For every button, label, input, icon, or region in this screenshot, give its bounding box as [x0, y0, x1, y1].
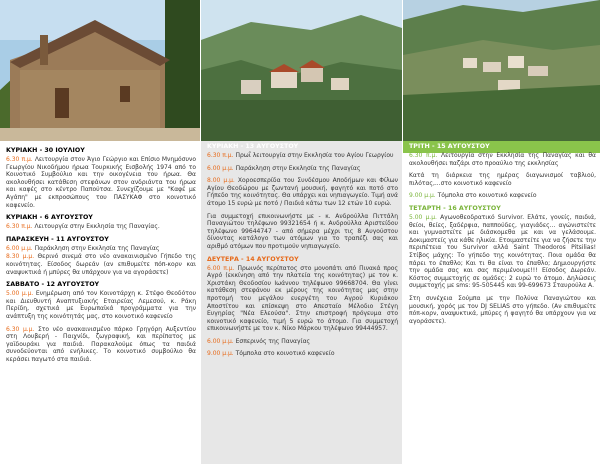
event-text: Αγωνοθεοδρατικό Survivor. Ελάτε, γονείς, παιδιά, θείοι, θείες, ξαδέρφια, παππούδες, γιαγιάδες... αγώνιστείτε και γυμναστείτε με διάσκομεθα με και να γελάσουμε. Δοκιμαστείς για κάθε ηλικία. Ετοιμαστείτε για να ζήσετε την περιπέτεια του Survivor αλλά Saint Theodoros Pitsilias! Στίβος μάχης: Το γήπεδο της κοινότητας. Ποια ομάδα θα πάρει το έπαθλο; Και τι θα είναι το έπαθλο; Δημιουργήστε την ομάδα σας και σας περιμένουμε!!! Είσοδος Δωρεάν. Κόστος συμμετοχής σε ομάδες: 2 ευρώ το άτομο. Δηλώσεις συμμετοχής με sms: 95-505445 και 99-699673 Σταυρούλα Α. [409, 213, 596, 290]
day-heading: ΤΡΙΤΗ - 15 ΑΥΓΟΥΣΤΟΥ [409, 143, 490, 150]
event-time: 6.00 π.μ. [207, 264, 235, 272]
event-item [207, 165, 398, 173]
event-text: Λειτουργία στην Εκκλησία της Παναγίας. [34, 223, 160, 231]
event-item [207, 152, 398, 160]
event-text: Τόμπολα στο κοινοτικό καφενείο [437, 192, 537, 200]
event-text: Τόμπολα στο κοινοτικό καφενείο [235, 350, 335, 358]
event-time: 6.00 μ.μ. [207, 337, 234, 345]
event-text: Θερινό σινεμά στο νέο ανακαινισμένο Γήπεδο της κοινότητας. Είσοδος δωρεάν (αν επιθυμείτε πόπ-κορν και αναψυκτικά ή μπύρες θα υπάρχουν για να αγοράσετε) [6, 253, 196, 276]
day-heading: ΤΕΤΑΡΤΗ - 16 ΑΥΓΟΥΣΤΟΥ [409, 204, 501, 212]
event-item [6, 326, 196, 364]
middle-column [201, 141, 402, 464]
event-text: Ενημέρωση από τον Κοινοτάρχη κ. Στέφο Θεοδότου και Διευθυντή Αναπτυξιακής Εταιρείας Λεμεσού, κ. Ράκη Περίδη, σχετικά με Ευρωπαϊκά προγράμματα για την ανάπτυξη της κοινότητάς μας, στο κοινοτικό καφενείο [6, 290, 196, 320]
event-time: 5.00 μ.μ. [409, 213, 437, 221]
event-time: 8.00 μ.μ. [207, 177, 235, 185]
event-item [207, 338, 398, 346]
event-item [207, 350, 398, 358]
right-column [403, 141, 600, 464]
event-item [6, 223, 196, 231]
event-item [6, 156, 196, 209]
event-text: Παράκληση στην Εκκλησία της Παναγίας [34, 244, 160, 252]
event-text: Εσπερινός της Παναγίας [235, 337, 311, 345]
event-time: 5.00 μ.μ. [6, 290, 34, 298]
event-text: Λειτουργία στην Εκκλησία της Παναγίας και θα ακολουθήσει παζάρι στο προαύλιο της εκκλησίας [409, 152, 596, 167]
day-heading: ΚΥΡΙΑΚΗ - 13 ΑΥΓΟΥΣΤΟΥ [207, 143, 299, 150]
day-heading: ΚΥΡΙΑΚΗ - 6 ΑΥΓΟΥΣΤΟΥ [6, 214, 93, 222]
event-item [6, 253, 196, 276]
event-text: Λειτουργία στον Άγιο Γεώργιο και Επίσιο Μνημόσυνο Γεωργίου Νικοδήμου ήρωα Τουρκικής Εισβολής 1974 από το Κοινοτικό Συμβούλιο και την οικογένεια του ήρωα. Θα ακολουθήσει κατάθεση στεφάνων στον ανδριάντα του ήρωα και καφές στο κέντρο Παπούτσα. Συνεχίζουμε με "Καφέ με Αγάπη" με εκπροσώπους του ΠΑΣΥΚΑΦ στο κοινοτικό καφενείο. [6, 156, 196, 209]
event-text: Χοροεσπερίδα του Συνδέσμου Αποδήμων και Φίλων Αγίου Θεοδώρου με ζωντανή μουσική, φαγητό και ποτό στο Γήπεδο της κοινότητας. Θα υπάρχει και νηπιαγωγείο. Τιμή ανά άτομο 15 ευρώ με ποτό / Παιδιά κάτω των 12 ετών 10 ευρώ. [207, 177, 398, 207]
day-heading: ΣΑΒΒΑΤΟ - 12 ΑΥΓΟΥΣΤΟΥ [6, 281, 100, 289]
event-item [207, 265, 398, 333]
event-item [6, 245, 196, 253]
hillside-village-photo [403, 0, 600, 141]
event-item [6, 290, 196, 320]
mountain-village-photo [201, 0, 402, 141]
event-note: Κατά τη διάρκεια της ημέρας διαγωνισμοί ταβλιού, πιλότας,...στο κοινοτικό καφενείο [409, 172, 596, 187]
event-time: 6.30 π.μ. [6, 223, 33, 231]
event-text: Παράκληση στην Εκκλησία της Παναγίας [235, 164, 361, 172]
event-time: 6.00 μ.μ. [6, 244, 33, 252]
day-heading: ΚΥΡΙΑΚΗ - 30 ΙΟΥΛΙΟΥ [6, 147, 85, 154]
event-time: 9.00 μ.μ. [207, 350, 234, 358]
event-text: Πρωινός περίπατος στο μονοπάτι από Πινακά προς Αγρό (εκκίνηση από την πλατεία της κοινότητας) με τον κ. Χριστάκη Θεοδοσίου Ιωάννου τηλέφωνο 99668704. Θα γίνει κατάθεση στεφάνου εκ μέρους της κοινότητας μας στην προτομή του μεγάλου ευεργέτη του Αγρού Κυριάκου Αποστίτου και επίσκεψη στο Απεσταίο Μέλοδιο Στέγη Ευγηρίας "Νέα Ελεούσα". Στην επιστροφή πρόγευμα στο κοινοτικό καφενείο, τιμή 5 ευρώ το άτομο. Για συμμετοχή επικοινωνήστε με τον κ. Νίκο Μάρκου τηλέφωνο 99444957. [207, 264, 398, 333]
event-time: 6.30 π.μ. [207, 152, 234, 159]
event-time: 6.30 μ.μ. [6, 325, 35, 333]
event-time: 8.30 μ.μ. [6, 253, 35, 261]
day-heading: ΠΑΡΑΣΚΕΥΗ - 11 ΑΥΓΟΥΣΤΟΥ [6, 235, 109, 243]
event-note: Στη συνέχεια Σούμπα με την Πολύνα Παναγιώτου και μουσική, χορός με τον DJ SELIAS στο γήπεδο. (Αν επιθυμείτε πόπ-κορν, αναψυκτικά, μπύρες ή φαγητό θα υπάρχουν για να αγοράσετε). [409, 294, 596, 325]
day-heading: ΔΕΥΤΕΡΑ - 14 ΑΥΓΟΥΣΤΟΥ [207, 255, 299, 263]
event-item [409, 152, 596, 167]
left-column [0, 141, 200, 464]
stone-church-photo [0, 0, 200, 141]
event-time: 6.30 π.μ. [6, 156, 33, 163]
event-item [409, 214, 596, 290]
event-text: Πρωΐ λειτουργία στην Εκκλησία του Αγίου Γεωργίου [235, 152, 394, 159]
event-time: 6.30 π.μ. [409, 152, 438, 159]
event-text: Στο νέο ανακαινισμένο πάρκο Γρηγόρη Αυξεντίου στη Λουβερή - Παιχνίδι, ζωγραφική, και περίπατος με γαϊδουράκι για παιδιά. Παρακαλούμε όπως τα παιδιά συνοδεύονται από ενήλικες. Το κοινοτικό συμβούλιο θα κεράσει παγωτό στα παιδιά. [6, 325, 196, 363]
event-time: 6.00 μ.μ. [207, 164, 234, 172]
event-item [207, 177, 398, 207]
event-item [409, 192, 596, 200]
event-time: 9.00 μ.μ. [409, 192, 436, 200]
contact-info: Για συμμετοχή επικοινωνήστε με - κ. Ανδρούλλα Πιττάλη Παναγιώτου τηλέφωνο 99321654 ή κ. Ανδρούλλα Αριστείδου τηλέφωνο 99644747 - από σήμερα μέχρι τις 8 Αυγούστου δίνοντας κατάλογο των ατόμων για το τραπέζι σας και αριθμό ατόμων που προτιμούν νηπιαγωγείο. [207, 212, 398, 250]
